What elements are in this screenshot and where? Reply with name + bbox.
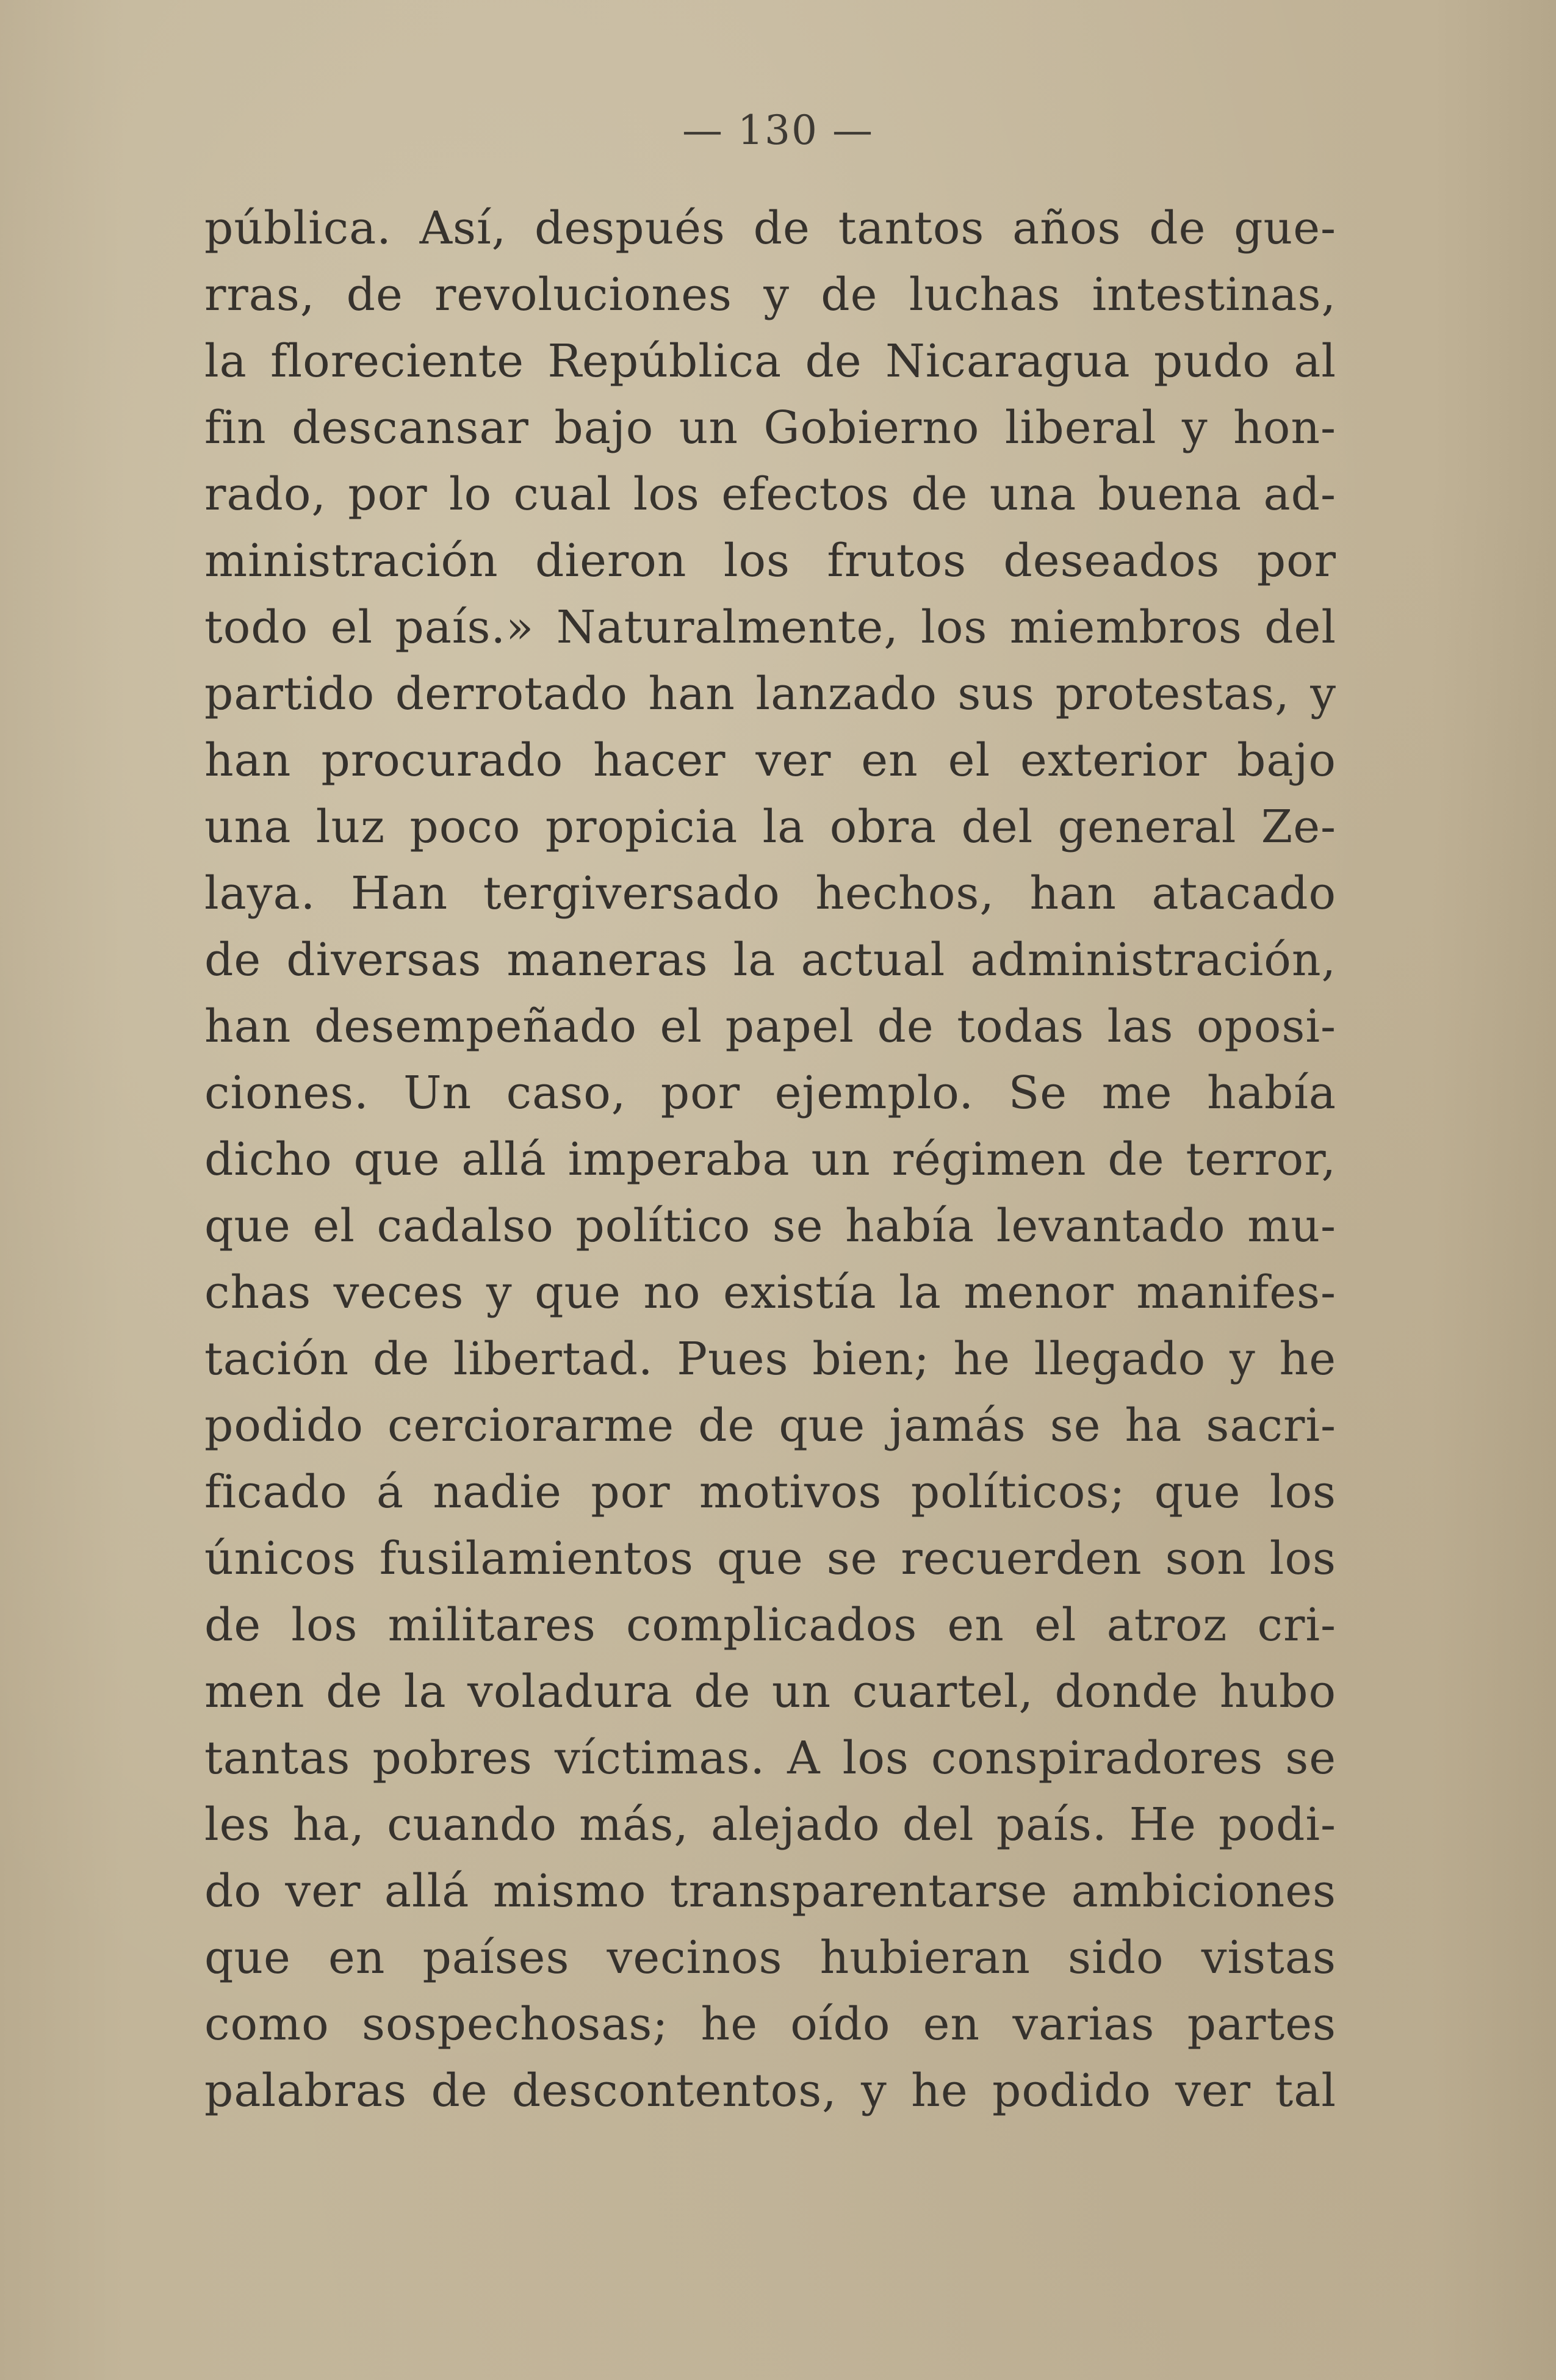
text-line-11: laya. Han tergiversado hechos, han atacado <box>204 867 1336 920</box>
text-line-25: les ha, cuando más, alejado del país. He podi- <box>204 1798 1336 1851</box>
text-line-15: dicho que allá imperaba un régimen de terror, <box>204 1133 1336 1186</box>
text-line-26: do ver allá mismo transparentarse ambiciones <box>204 1865 1336 1917</box>
text-line-13: han desempeñado el papel de todas las oposi- <box>204 1000 1336 1053</box>
text-line-19: podido cerciorarme de que jamás se ha sacri- <box>204 1399 1336 1452</box>
page-number: — 130 — <box>682 107 874 154</box>
text-line-28: como sospechosas; he oído en varias partes <box>204 1998 1336 2050</box>
body-text <box>204 195 1336 2124</box>
text-line-14: ciones. Un caso, por ejemplo. Se me había <box>204 1067 1336 1119</box>
text-line-1: pública. Así, después de tantos años de gue- <box>204 202 1336 254</box>
text-line-5: rado, por lo cual los efectos de una buena ad- <box>204 468 1336 521</box>
text-line-16: que el cadalso político se había levantado mu- <box>204 1200 1336 1252</box>
text-line-12: de diversas maneras la actual administración, <box>204 934 1336 986</box>
text-line-7: todo el país.» Naturalmente, los miembros del <box>204 601 1336 654</box>
text-line-29: palabras de descontentos, y he podido ver tal <box>204 2064 1336 2117</box>
text-line-21: únicos fusilamientos que se recuerden son los <box>204 1532 1336 1585</box>
text-line-20: ficado á nadie por motivos políticos; que los <box>204 1466 1336 1518</box>
text-line-6: ministración dieron los frutos deseados por <box>204 535 1336 587</box>
text-line-9: han procurado hacer ver en el exterior bajo <box>204 734 1336 787</box>
text-line-8: partido derrotado han lanzado sus protestas, y <box>204 668 1336 720</box>
text-line-24: tantas pobres víctimas. A los conspiradores se <box>204 1732 1336 1784</box>
text-line-18: tación de libertad. Pues bien; he llegado y he <box>204 1333 1336 1385</box>
text-line-4: fin descansar bajo un Gobierno liberal y hon- <box>204 402 1336 454</box>
text-line-10: una luz poco propicia la obra del general Ze- <box>204 801 1336 853</box>
text-line-2: rras, de revoluciones y de luchas intestinas, <box>204 269 1336 321</box>
text-line-23: men de la voladura de un cuartel, donde hubo <box>204 1665 1336 1718</box>
text-line-22: de los militares complicados en el atroz cri- <box>204 1599 1336 1651</box>
text-line-3: la floreciente República de Nicaragua pudo al <box>204 335 1336 388</box>
text-line-27: que en países vecinos hubieran sido vistas <box>204 1931 1336 1984</box>
text-line-17: chas veces y que no existía la menor manifes- <box>204 1266 1336 1319</box>
